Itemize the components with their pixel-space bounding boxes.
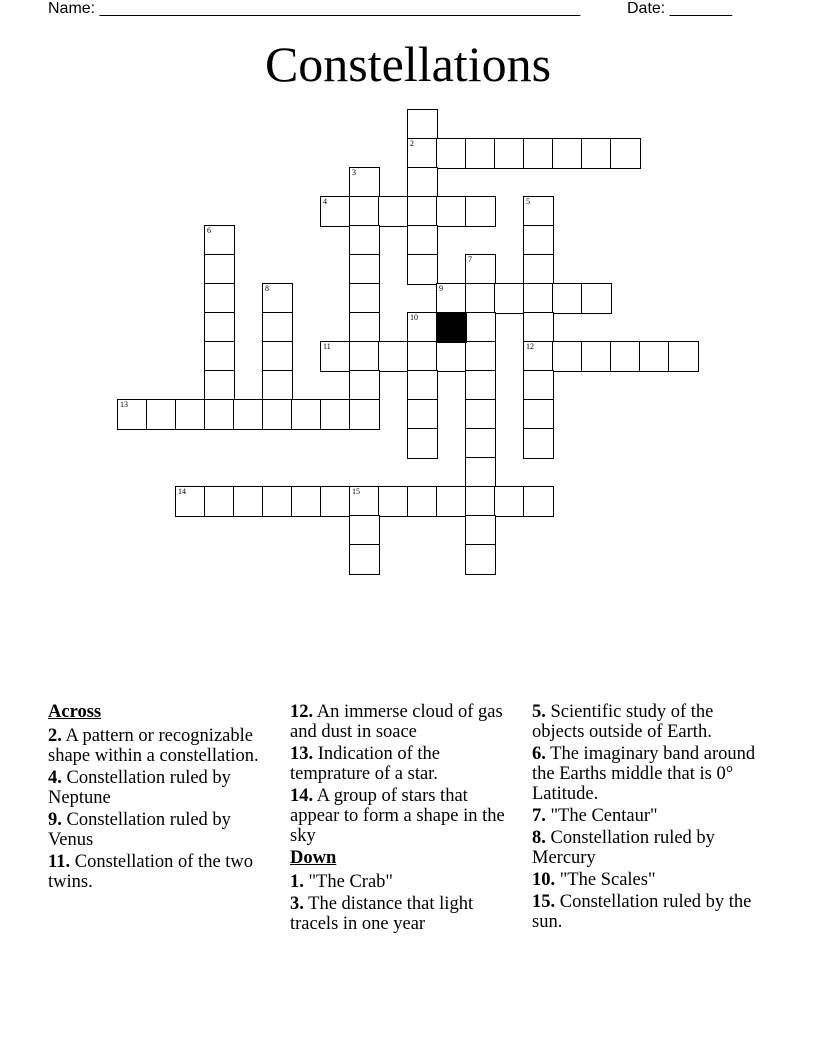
- grid-cell[interactable]: [349, 167, 380, 198]
- cell-number: 8: [265, 284, 269, 293]
- grid-cell[interactable]: [262, 370, 293, 401]
- grid-cell[interactable]: [407, 167, 438, 198]
- clues-column-3: [532, 702, 758, 934]
- cell-number: 5: [526, 197, 530, 206]
- grid-cell[interactable]: [378, 486, 409, 517]
- grid-cell[interactable]: [407, 109, 438, 140]
- grid-cell[interactable]: [262, 486, 293, 517]
- clues-column-1: [48, 702, 276, 894]
- grid-cell[interactable]: [204, 486, 235, 517]
- grid-cell[interactable]: [349, 544, 380, 575]
- grid-cell[interactable]: [523, 341, 554, 372]
- grid-cell[interactable]: [233, 399, 264, 430]
- grid-cell[interactable]: [349, 196, 380, 227]
- grid-cell[interactable]: [465, 515, 496, 546]
- grid-cell[interactable]: [262, 341, 293, 372]
- clue-down-6: 6. The imaginary band around the Earths middle that is 0° Latitude.: [532, 744, 756, 804]
- grid-cell[interactable]: [523, 428, 554, 459]
- cell-number: 10: [410, 313, 418, 322]
- clue-across-11: 11. Constellation of the two twins.: [48, 852, 254, 892]
- grid-cell[interactable]: [523, 138, 554, 169]
- grid-cell[interactable]: [494, 486, 525, 517]
- clue-down-3: 3. The distance that light tracels in one year: [290, 894, 474, 934]
- grid-cell[interactable]: [349, 399, 380, 430]
- grid-cell[interactable]: [436, 138, 467, 169]
- grid-cell[interactable]: [639, 341, 670, 372]
- grid-cell[interactable]: [407, 138, 438, 169]
- grid-cell[interactable]: [407, 428, 438, 459]
- grid-cell[interactable]: [436, 283, 467, 314]
- grid-cell[interactable]: [204, 370, 235, 401]
- grid-cell[interactable]: [523, 370, 554, 401]
- clue-down-8: 8. Constellation ruled by Mercury: [532, 828, 715, 868]
- grid-cell[interactable]: [407, 312, 438, 343]
- grid-cell[interactable]: [436, 341, 467, 372]
- grid-cell[interactable]: [407, 196, 438, 227]
- grid-cell[interactable]: [465, 428, 496, 459]
- date-field[interactable]: Date: _______: [627, 0, 732, 17]
- grid-cell[interactable]: [320, 341, 351, 372]
- clue-down-10: 10. "The Scales": [532, 870, 656, 890]
- cell-number: 6: [207, 226, 211, 235]
- clue-across-14: 14. A group of stars that appear to form a shape in the sky: [290, 786, 505, 846]
- grid-cell[interactable]: [117, 399, 148, 430]
- clue-across-4: 4. Constellation ruled by Neptune: [48, 768, 231, 808]
- cell-number: 4: [323, 197, 327, 206]
- grid-cell[interactable]: [552, 138, 583, 169]
- grid-cell[interactable]: [610, 341, 641, 372]
- grid-cell[interactable]: [523, 225, 554, 256]
- grid-cell[interactable]: [465, 138, 496, 169]
- cell-number: 15: [352, 487, 360, 496]
- grid-cell[interactable]: [465, 283, 496, 314]
- grid-cell[interactable]: [407, 486, 438, 517]
- down-heading: Down: [290, 848, 337, 868]
- grid-cell[interactable]: [581, 283, 612, 314]
- grid-cell[interactable]: [523, 486, 554, 517]
- grid-cell[interactable]: [523, 254, 554, 285]
- clue-across-12: 12. An immerse cloud of gas and dust in soace: [290, 702, 503, 742]
- grid-cell[interactable]: [407, 370, 438, 401]
- cell-number: 3: [352, 168, 356, 177]
- grid-cell[interactable]: [262, 312, 293, 343]
- grid-cell[interactable]: [465, 457, 496, 488]
- grid-cell[interactable]: [204, 283, 235, 314]
- grid-cell[interactable]: [349, 341, 380, 372]
- grid-cell[interactable]: [407, 254, 438, 285]
- clue-down-7: 7. "The Centaur": [532, 806, 658, 826]
- grid-cell[interactable]: [494, 283, 525, 314]
- clues-column-2: [290, 702, 512, 936]
- grid-cell[interactable]: [349, 370, 380, 401]
- across-heading: Across: [48, 702, 102, 722]
- grid-cell[interactable]: [204, 254, 235, 285]
- grid-cell[interactable]: [349, 283, 380, 314]
- grid-cell[interactable]: [204, 399, 235, 430]
- grid-cell[interactable]: [581, 138, 612, 169]
- grid-cell[interactable]: [465, 312, 496, 343]
- grid-cell[interactable]: [407, 399, 438, 430]
- clue-down-1: 1. "The Crab": [290, 872, 393, 892]
- grid-cell[interactable]: [262, 283, 293, 314]
- grid-cell[interactable]: [349, 312, 380, 343]
- grid-cell[interactable]: [378, 341, 409, 372]
- clue-across-2: 2. A pattern or recognizable shape within a constellation.: [48, 726, 259, 766]
- grid-cell[interactable]: [552, 341, 583, 372]
- grid-cell[interactable]: [349, 486, 380, 517]
- page-title: Constellations: [264, 36, 552, 92]
- grid-cell[interactable]: [262, 399, 293, 430]
- cell-number: 2: [410, 139, 414, 148]
- name-field[interactable]: Name: ______________________________________________________: [48, 0, 581, 17]
- grid-cell[interactable]: [436, 486, 467, 517]
- cell-number: 14: [178, 487, 186, 496]
- cell-number: 7: [468, 255, 472, 264]
- grid-cell[interactable]: [175, 486, 206, 517]
- grid-cell[interactable]: [349, 515, 380, 546]
- grid-cell[interactable]: [523, 283, 554, 314]
- grid-cell[interactable]: [204, 312, 235, 343]
- grid-cell[interactable]: [204, 341, 235, 372]
- grid-cell[interactable]: [581, 341, 612, 372]
- grid-cell[interactable]: [610, 138, 641, 169]
- grid-cell[interactable]: [349, 254, 380, 285]
- grid-cell[interactable]: [465, 196, 496, 227]
- grid-cell[interactable]: [407, 225, 438, 256]
- grid-cell[interactable]: [494, 138, 525, 169]
- cell-number: 12: [526, 342, 534, 351]
- grid-cell[interactable]: [407, 341, 438, 372]
- grid-cell[interactable]: [552, 283, 583, 314]
- grid-cell[interactable]: [436, 196, 467, 227]
- grid-cell[interactable]: [233, 486, 264, 517]
- grid-cell[interactable]: [523, 399, 554, 430]
- grid-cell[interactable]: [378, 196, 409, 227]
- cell-number: 9: [439, 284, 443, 293]
- grid-cell[interactable]: [523, 196, 554, 227]
- clue-across-13: 13. Indication of the temprature of a star.: [290, 744, 441, 784]
- grid-cell[interactable]: [320, 486, 351, 517]
- grid-cell[interactable]: [320, 399, 351, 430]
- clue-across-9: 9. Constellation ruled by Venus: [48, 810, 231, 850]
- grid-cell[interactable]: [204, 225, 235, 256]
- cell-number: 11: [323, 342, 331, 351]
- grid-cell[interactable]: [465, 544, 496, 575]
- grid-cell[interactable]: [465, 486, 496, 517]
- grid-cell[interactable]: [465, 399, 496, 430]
- cell-number: 13: [120, 400, 128, 409]
- grid-cell[interactable]: [175, 399, 206, 430]
- blocked-cell: [436, 312, 467, 343]
- clue-down-5: 5. Scientific study of the objects outside of Earth.: [532, 702, 714, 742]
- grid-cell[interactable]: [291, 399, 322, 430]
- grid-cell[interactable]: [465, 341, 496, 372]
- grid-cell[interactable]: [465, 370, 496, 401]
- clue-down-15: 15. Constellation ruled by the sun.: [532, 892, 752, 932]
- grid-cell[interactable]: [291, 486, 322, 517]
- grid-cell[interactable]: [523, 312, 554, 343]
- grid-cell[interactable]: [146, 399, 177, 430]
- grid-cell[interactable]: [465, 254, 496, 285]
- grid-cell[interactable]: [320, 196, 351, 227]
- grid-cell[interactable]: [349, 225, 380, 256]
- grid-cell[interactable]: [668, 341, 699, 372]
